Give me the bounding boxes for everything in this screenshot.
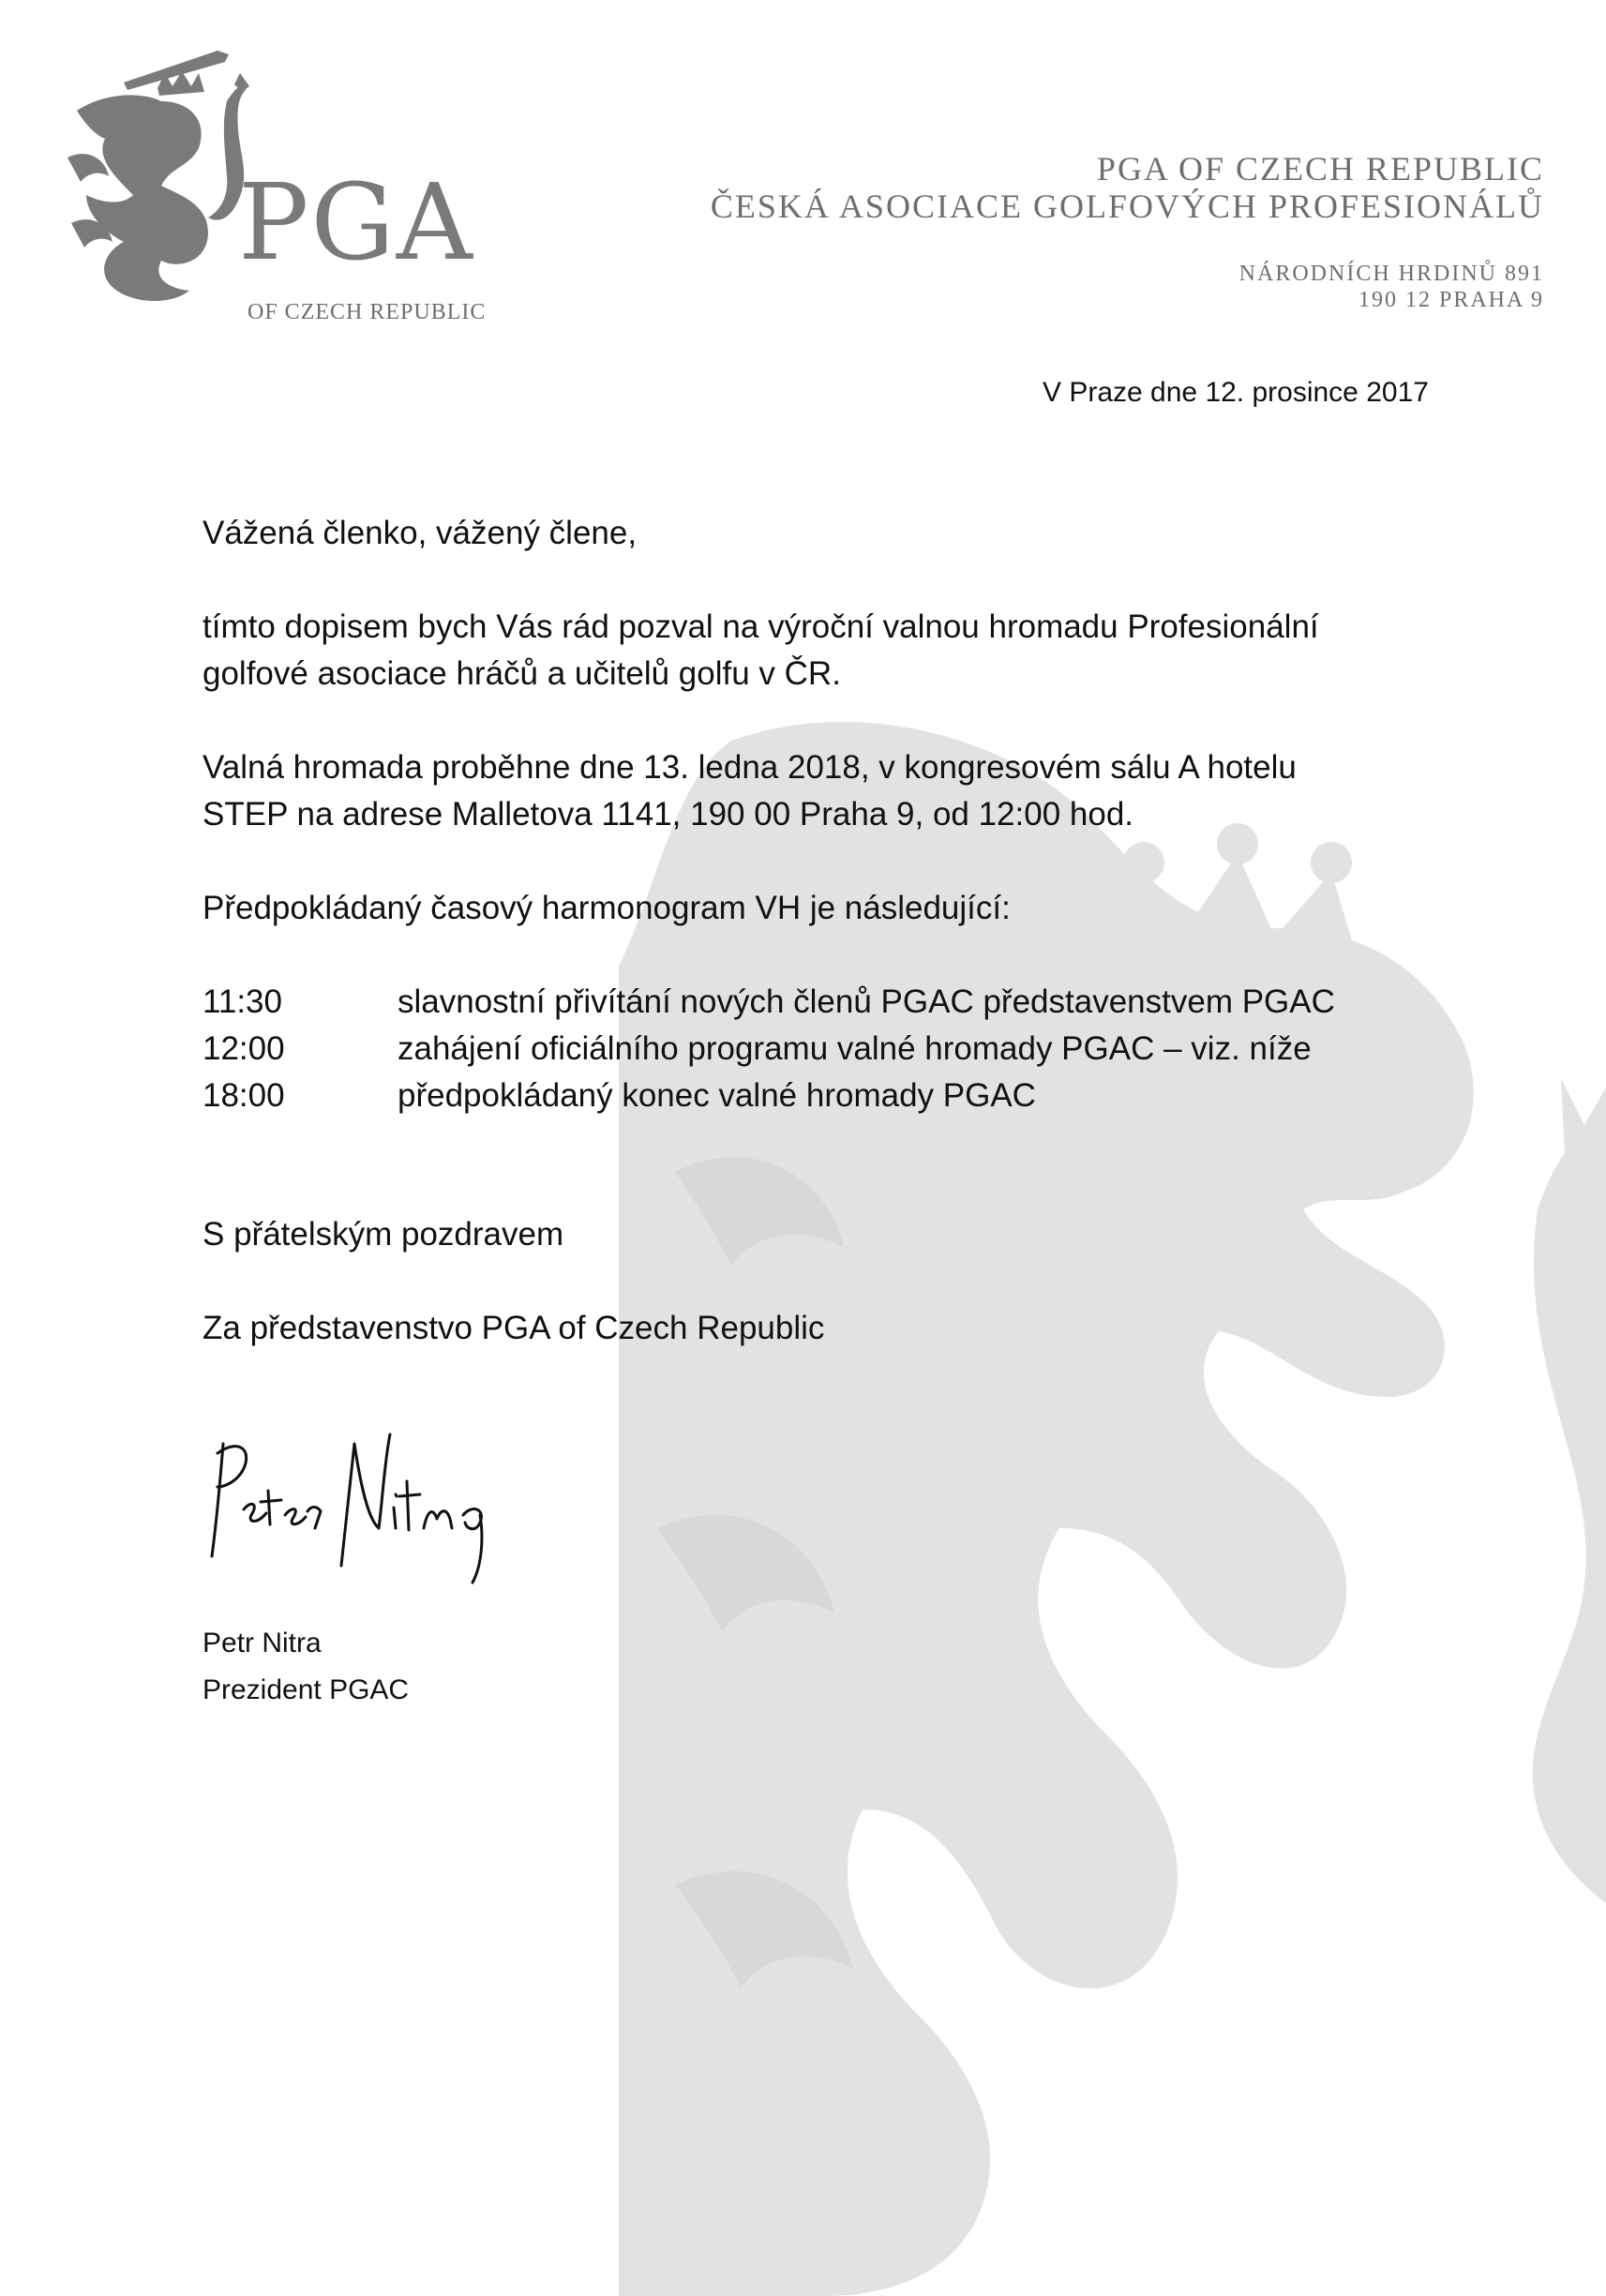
schedule-list	[203, 979, 1335, 1119]
salutation: Vážená členko, vážený člene,	[203, 515, 638, 551]
lion-logo-icon	[68, 45, 255, 308]
organization-header	[711, 150, 1544, 313]
org-name: PGA OF CZECH REPUBLIC	[1096, 150, 1544, 188]
schedule-row	[203, 1073, 1335, 1119]
paragraph-line: tímto dopisem bych Vás rád pozval na výroční valnou hromadu Profesionální	[203, 608, 1319, 645]
address-line-1: NÁRODNÍCH HRDINŮ 891	[1238, 262, 1544, 286]
paragraph-line: golfové asociace hráčů a učitelů golfu v ČR.	[203, 655, 841, 692]
signature	[195, 1425, 514, 1584]
schedule-intro: Předpokládaný časový harmonogram VH je následující:	[203, 890, 1011, 926]
letter-date: V Praze dne 12. prosince 2017	[1043, 377, 1429, 408]
logo-subtitle: OF CZECH REPUBLIC	[248, 300, 487, 324]
schedule-row	[203, 1026, 1335, 1073]
schedule-text: slavnostní přivítání nových členů PGAC představenstvem PGAC	[398, 983, 1335, 1020]
paragraph-line: Valná hromada proběhne dne 13. ledna 2018, v kongresovém sálu A hotelu	[203, 749, 1297, 786]
signer-block	[203, 1620, 409, 1714]
schedule-text: zahájení oficiálního programu valné hromady PGAC – viz. níže	[398, 1030, 1312, 1067]
schedule-row	[203, 979, 1335, 1026]
org-address	[711, 261, 1544, 313]
schedule-text: předpokládaný konec valné hromady PGAC	[398, 1077, 1036, 1114]
schedule-time: 12:00	[203, 1030, 285, 1067]
pga-logo	[68, 45, 518, 324]
address-line-2: 190 12 PRAHA 9	[1358, 288, 1544, 312]
paragraph-line: STEP na adrese Malletova 1141, 190 00 Praha 9, od 12:00 hod.	[203, 796, 1134, 833]
schedule-time: 18:00	[203, 1077, 285, 1114]
paragraph-invitation	[203, 604, 1319, 698]
closing: S přátelským pozdravem	[203, 1216, 564, 1253]
signer-title: Prezident PGAC	[203, 1674, 410, 1705]
signer-name: Petr Nitra	[203, 1628, 322, 1658]
logo-wordmark: PGA	[238, 162, 474, 284]
org-name-cz: ČESKÁ ASOCIACE GOLFOVÝCH PROFESIONÁLŮ	[710, 188, 1544, 225]
board-line: Za představenstvo PGA of Czech Republic	[203, 1310, 825, 1346]
schedule-time: 11:30	[203, 983, 282, 1020]
paragraph-venue	[203, 744, 1297, 838]
